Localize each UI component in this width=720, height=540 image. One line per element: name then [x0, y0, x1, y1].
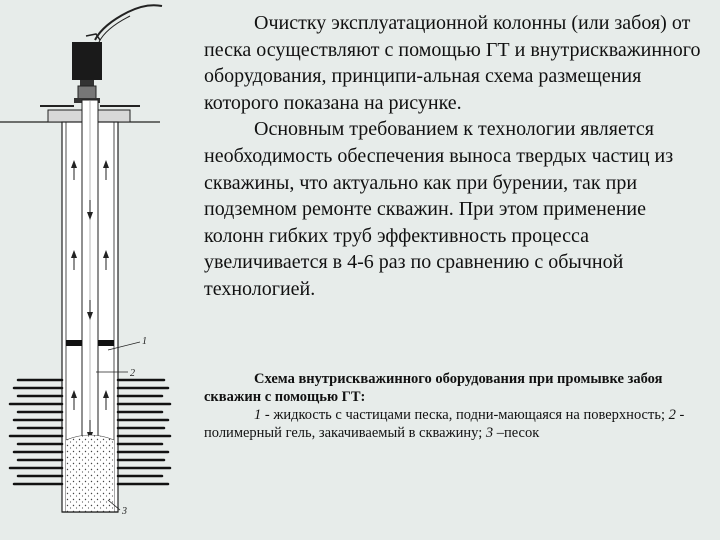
legend-text-3: –песок — [493, 425, 540, 441]
figure-caption — [204, 370, 708, 442]
caption-legend — [204, 406, 708, 442]
perforations-left — [10, 380, 62, 484]
paragraph-2: Основным требованием к технологии является необходимость обеспечения выноса твердых частиц из скважины, что актуально как при бурении, так при подземном ремонте скважин. При этом применение колонн гибких труб эффективность процесса увеличивается в 4-6 раз по сравнению с обычной технологией. — [204, 118, 674, 300]
caption-title: Схема внутрискважинного оборудования при промывке забоя скважин с помощью ГТ: — [204, 371, 663, 405]
figure-label-2: 2 — [130, 368, 135, 379]
packer-left — [66, 340, 82, 346]
legend-text-2: - полимерный гель, закачиваемый в скважину; — [204, 407, 685, 441]
coiled-tubing-hose — [95, 5, 162, 40]
injector-head — [72, 42, 102, 80]
figure-label-1: 1 — [142, 336, 147, 347]
packer-right — [98, 340, 114, 346]
legend-number-2: 2 — [668, 407, 676, 423]
sand-fill — [66, 440, 114, 512]
figure-label-3: 3 — [122, 506, 127, 517]
wellhead — [78, 86, 96, 100]
perforations-right — [118, 380, 170, 484]
paragraph-1: Очистку эксплуатационной колонны (или забоя) от песка осуществляют с помощью ГТ и внутрискважинного оборудования, принципи-альная схема размещения которого показана на рисунке. — [204, 12, 701, 114]
legend-text-1: - жидкость с частицами песка, подни-мающаяся на поверхность; — [261, 407, 669, 423]
well-schematic-figure — [0, 0, 200, 540]
legend-number-1: 1 — [254, 407, 262, 423]
main-text-block — [204, 10, 708, 303]
legend-number-3: 3 — [485, 425, 494, 441]
